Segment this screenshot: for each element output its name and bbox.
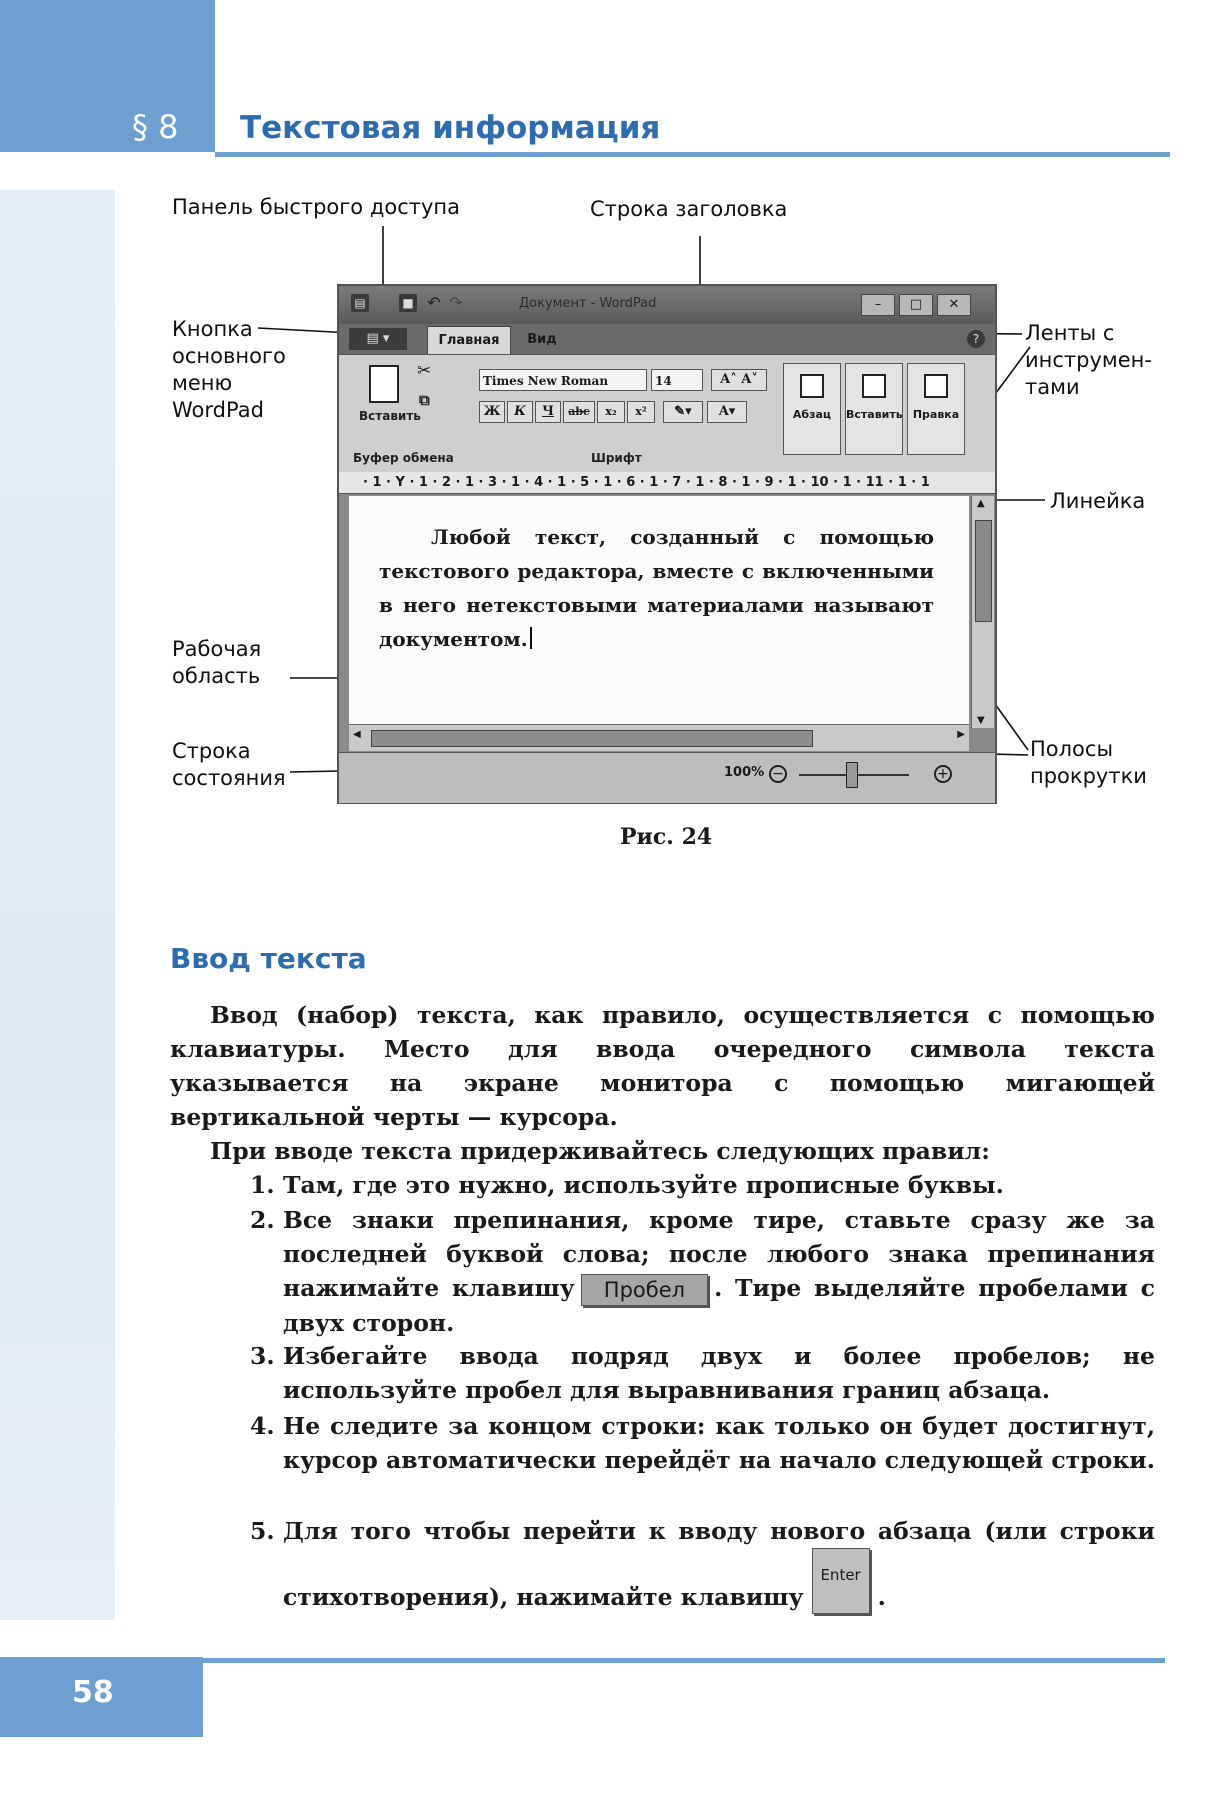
list-text: Не следите за концом строки: как только он будет достигнут, курсор автоматически перейдёт на начало следующей строки.	[283, 1412, 1155, 1474]
help-icon[interactable]: ?	[967, 330, 985, 348]
highlight-icon[interactable]: ✎▾	[663, 401, 703, 423]
zoom-out-icon[interactable]: −	[769, 765, 787, 783]
font-name-select[interactable]: Times New Roman	[479, 369, 647, 391]
binoculars-icon	[924, 374, 948, 398]
zoom-slider-handle[interactable]	[846, 762, 858, 788]
paragraph-2-text: При вводе текста придерживайтесь следующих	[210, 1137, 874, 1165]
label-line: WordPad	[172, 398, 264, 422]
list-text-after: .	[877, 1583, 886, 1611]
label-line: основного	[172, 344, 286, 368]
maximize-button[interactable]: □	[899, 294, 933, 316]
paragraph-button[interactable]	[783, 363, 841, 455]
horizontal-scrollbar[interactable]	[349, 724, 969, 751]
window-title: Документ - WordPad	[519, 296, 657, 311]
wordpad-window	[337, 284, 997, 804]
label-quick-access: Панель быстрого доступа	[172, 195, 461, 219]
editing-button[interactable]	[907, 363, 965, 455]
ruler[interactable]: · 1 · Y · 1 · 2 · 1 · 3 · 1 · 4 · 1 · 5 · 1 · 6 · 1 · 7 · 1 · 8 · 1 · 9 · 1 · 10 · 1 · 11 · 1 · 1	[339, 472, 995, 494]
status-bar	[339, 752, 995, 803]
subscript-button[interactable]: x₂	[597, 401, 625, 423]
list-item	[250, 1514, 1155, 1614]
list-item	[250, 1339, 1155, 1407]
undo-icon[interactable]: ↶	[427, 293, 441, 312]
minimize-button[interactable]: –	[861, 294, 895, 316]
paragraph-2	[210, 1134, 1155, 1168]
list-number: 3.	[250, 1342, 275, 1370]
space-key: Пробел	[581, 1274, 708, 1306]
font-size-select[interactable]: 14	[651, 369, 703, 391]
label-line: меню	[172, 371, 233, 395]
save-icon[interactable]: ■	[399, 294, 417, 312]
label-line: тами	[1025, 375, 1080, 399]
grow-shrink-font-button[interactable]: A˄ A˅	[711, 369, 767, 391]
superscript-button[interactable]: x²	[627, 401, 655, 423]
list-text-before: Все знаки препинания, кроме тире, ставьте сразу же за последней буквой слова; после любого знака препинания нажимайте клавишу	[283, 1206, 1155, 1302]
clipboard-group-label: Буфер обмена	[353, 451, 454, 465]
title-bar	[339, 286, 995, 324]
list-text-after: . Тире выделяйте пробелами с двух сторон.	[283, 1274, 1155, 1337]
label-line: инструмен-	[1025, 348, 1152, 372]
list-text	[283, 1203, 1155, 1340]
strikethrough-button[interactable]: abc	[563, 401, 595, 423]
scroll-right-icon[interactable]: ▶	[957, 729, 965, 740]
enter-key: Enter	[812, 1548, 870, 1614]
vertical-scrollbar[interactable]	[971, 496, 994, 728]
redo-icon[interactable]: ↷	[449, 293, 463, 312]
list-text: Избегайте ввода подряд двух и более пробелов; не используйте пробел для выравнивания границ абзаца.	[283, 1342, 1155, 1404]
cut-icon[interactable]: ✂	[417, 361, 432, 381]
figure-caption: Рис. 24	[620, 824, 713, 850]
list-number: 4.	[250, 1412, 275, 1440]
paragraph-2-emphasis: правил:	[882, 1137, 990, 1165]
list-text	[283, 1514, 1155, 1614]
list-item	[250, 1203, 1155, 1340]
section-number: § 8	[132, 108, 179, 146]
paste-button[interactable]: Вставить	[359, 409, 421, 423]
list-text-before: Для того чтобы перейти к вводу нового абзаца (или строки стихотворения), нажимайте клавишу	[283, 1517, 1155, 1611]
label-line: Кнопка	[172, 317, 253, 341]
label-line: состояния	[172, 766, 286, 790]
label-ruler: Линейка	[1050, 489, 1146, 513]
label-line: Рабочая	[172, 637, 262, 661]
label-line: Полосы	[1030, 737, 1114, 761]
close-button[interactable]: ✕	[937, 294, 971, 316]
copy-icon[interactable]: ⧉	[419, 391, 430, 409]
horizontal-scroll-thumb[interactable]	[371, 730, 813, 747]
scroll-left-icon[interactable]: ◀	[353, 729, 361, 740]
label-line: Строка	[172, 739, 251, 763]
bold-button[interactable]: Ж	[479, 401, 505, 423]
section-title: Ввод текста	[170, 942, 367, 975]
font-group-label: Шрифт	[591, 451, 642, 465]
paragraph-1: Ввод (набор) текста, как правило, осуществляется с помощью клавиатуры. Место для ввода очередного символа текста указывается на экране монитора с помощью мигающей вертикальной черты — курсора.	[170, 1001, 1155, 1131]
quick-access-icon[interactable]: ▤	[351, 294, 369, 312]
page-title: Текстовая информация	[240, 110, 661, 146]
vertical-scroll-thumb[interactable]	[975, 520, 992, 622]
insert-button[interactable]	[845, 363, 903, 455]
text-cursor	[530, 627, 532, 649]
insert-label: Вставить	[846, 408, 903, 421]
editing-label: Правка	[912, 408, 960, 421]
paste-icon[interactable]	[369, 365, 399, 403]
list-item	[250, 1409, 1155, 1477]
label-title-bar: Строка заголовка	[590, 197, 788, 221]
picture-icon	[862, 374, 886, 398]
scroll-up-icon[interactable]: ▲	[977, 498, 985, 509]
footer-rule	[203, 1658, 1165, 1663]
work-area[interactable]	[349, 496, 969, 724]
zoom-in-icon[interactable]: +	[934, 765, 952, 783]
main-menu-button[interactable]: ▤ ▾	[349, 328, 407, 350]
list-number: 1.	[250, 1171, 275, 1199]
paragraph-icon	[800, 374, 824, 398]
zoom-level: 100%	[724, 765, 765, 780]
label-line: Ленты с	[1025, 321, 1115, 345]
underline-button[interactable]: Ч	[535, 401, 561, 423]
document-text-content: Любой текст, созданный с помощью текстового редактора, вместе с включенными в него нетекстовыми материалами называют документом.	[379, 525, 934, 651]
scroll-down-icon[interactable]: ▼	[977, 715, 985, 726]
list-number: 5.	[250, 1517, 275, 1545]
font-color-icon[interactable]: A▾	[707, 401, 747, 423]
list-item	[250, 1168, 1155, 1202]
document-text	[379, 520, 934, 656]
tab-row	[339, 324, 995, 354]
tab-home[interactable]: Главная	[427, 326, 511, 355]
paragraph-label: Абзац	[792, 408, 832, 421]
label-line: область	[172, 664, 261, 688]
label-line: прокрутки	[1030, 764, 1147, 788]
italic-button[interactable]: К	[507, 401, 533, 423]
list-number: 2.	[250, 1206, 275, 1234]
page-number: 58	[72, 1675, 114, 1710]
list-text: Там, где это нужно, используйте прописные буквы.	[283, 1171, 1004, 1199]
tab-view[interactable]: Вид	[527, 332, 557, 347]
ribbon	[339, 354, 995, 474]
